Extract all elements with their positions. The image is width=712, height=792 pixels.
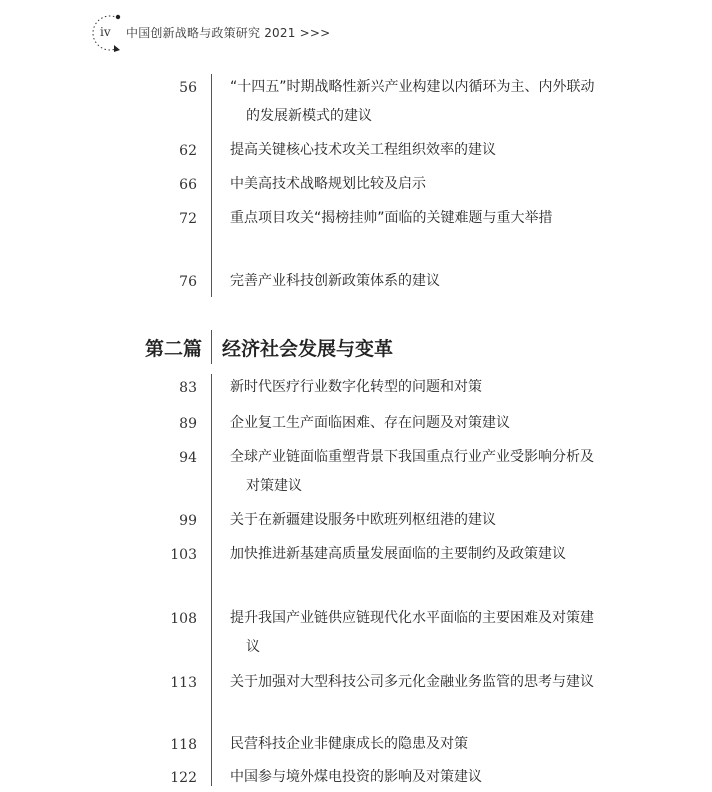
toc-entry-title: 中美高技术战略规划比较及启示 [230, 176, 426, 192]
toc-entry-title: 全球产业链面临重塑背景下我国重点行业产业受影响分析及对策建议 [230, 449, 594, 494]
toc-page-number: 122 [170, 770, 197, 786]
toc-page-number: 66 [179, 177, 197, 193]
toc-page-number: 76 [179, 274, 197, 290]
toc-page-number: 89 [179, 416, 197, 432]
toc-entry-title: 完善产业科技创新政策体系的建议 [230, 273, 440, 289]
toc-page-number: 108 [170, 611, 197, 627]
toc-divider-line-1 [211, 74, 212, 297]
chapter-divider [211, 330, 212, 364]
toc-page-number: 62 [179, 143, 197, 159]
toc-entry-title: 新时代医疗行业数字化转型的问题和对策 [230, 379, 482, 395]
toc-page-number: 103 [170, 547, 197, 563]
toc-entry-title: 提高关键核心技术攻关工程组织效率的建议 [230, 142, 496, 158]
toc-page-number: 118 [170, 737, 197, 753]
toc-entry-title: 关于在新疆建设服务中欧班列枢纽港的建议 [230, 512, 496, 528]
toc-page-number: 56 [179, 80, 197, 96]
toc-entry-title: 关于加强对大型科技公司多元化金融业务监管的思考与建议 [230, 674, 594, 690]
toc-entry-title: 重点项目攻关“揭榜挂帅”面临的关键难题与重大举措 [230, 210, 553, 226]
toc-entry-title: 民营科技企业非健康成长的隐患及对策 [230, 736, 468, 752]
toc-page-number: 72 [179, 211, 197, 227]
page-number-roman: iv [100, 25, 111, 39]
toc-entry-title: 中国参与境外煤电投资的影响及对策建议 [230, 769, 482, 785]
running-header [84, 14, 344, 54]
toc-page-number: 99 [179, 513, 197, 529]
toc-page-number: 113 [170, 675, 197, 691]
chapter-label: 第二篇 [144, 338, 202, 360]
chapter-heading[interactable] [0, 330, 712, 362]
toc-divider-line-2 [211, 374, 212, 786]
book-title: 中国创新战略与政策研究 2021 >>> [126, 26, 331, 40]
toc-entry-title: “十四五”时期战略性新兴产业构建以内循环为主、内外联动的发展新模式的建议 [230, 79, 595, 124]
toc-page-number: 94 [179, 450, 197, 466]
toc-entry-title: 提升我国产业链供应链现代化水平面临的主要困难及对策建议 [230, 610, 594, 655]
chapter-title: 经济社会发展与变革 [222, 338, 394, 360]
toc-entry-title: 企业复工生产面临困难、存在问题及对策建议 [230, 415, 510, 431]
toc-entry-title: 加快推进新基建高质量发展面临的主要制约及政策建议 [230, 546, 566, 562]
toc-page-number: 83 [179, 380, 197, 396]
